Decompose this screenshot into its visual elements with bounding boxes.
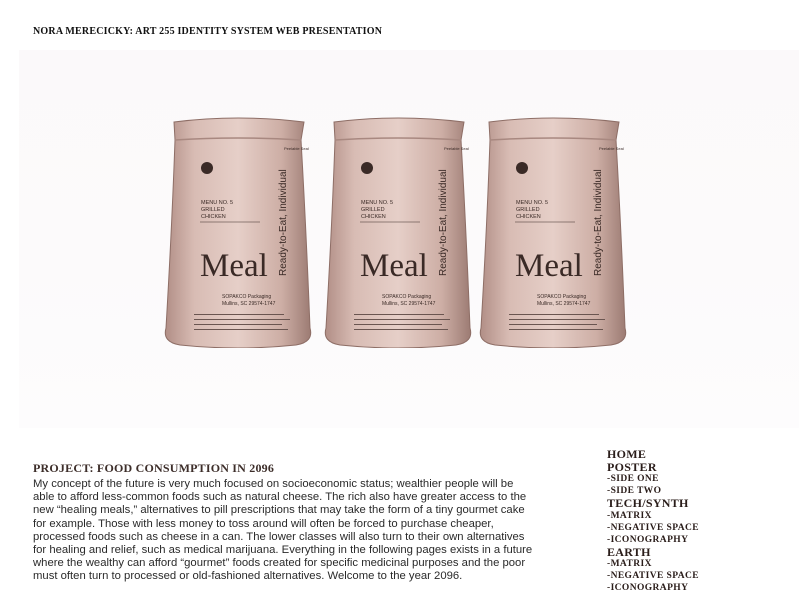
mre-pouch-illustration <box>479 116 627 348</box>
project-title: PROJECT: FOOD CONSUMPTION IN 2096 <box>33 461 275 475</box>
nav-tech-negative-space-link[interactable]: -NEGATIVE SPACE <box>607 522 699 533</box>
nav-tech-synth-link[interactable]: TECH/SYNTH <box>607 496 689 510</box>
peelable-seal-label: Peelable Seal <box>599 146 624 151</box>
maker-line: SOPAKCO Packaging <box>537 294 587 300</box>
maker-line: SOPAKCO Packaging <box>382 294 432 300</box>
site-nav <box>607 448 757 594</box>
menu-line: MENU NO. 5 <box>516 200 549 206</box>
nav-home-link[interactable]: HOME <box>607 447 647 461</box>
nav-tech-iconography-link[interactable]: -ICONOGRAPHY <box>607 534 689 545</box>
menu-line: MENU NO. 5 <box>201 200 234 206</box>
nav-poster-side-one-link[interactable]: -SIDE ONE <box>607 474 659 484</box>
nav-earth-iconography-link[interactable]: -ICONOGRAPHY <box>607 583 689 593</box>
mre-pouch-1 <box>164 116 312 348</box>
nav-earth-matrix-link[interactable]: -MATRIX <box>607 559 652 569</box>
nav-earth-link[interactable]: EARTH <box>607 544 651 559</box>
menu-line: GRILLED <box>201 207 225 213</box>
menu-line: CHICKEN <box>516 214 541 220</box>
logo-icon <box>516 162 528 174</box>
menu-line: MENU NO. 5 <box>361 200 394 206</box>
maker-line: Mullins, SC 29574-1747 <box>222 301 276 307</box>
ready-to-eat-label: Ready-to-Eat, Individual <box>278 169 289 276</box>
hero-image <box>19 50 799 428</box>
peelable-seal-label: Peelable Seal <box>284 146 309 151</box>
meal-wordmark: Meal <box>200 248 268 284</box>
nav-poster-side-two-link[interactable]: -SIDE TWO <box>607 486 662 496</box>
ready-to-eat-label: Ready-to-Eat, Individual <box>438 169 449 276</box>
logo-icon <box>201 162 213 174</box>
project-description: My concept of the future is very much focused on socioeconomic status; wealthier people will be able to afford less-common foods such as natural cheese. The rich also have greater access to the new “healing meals,” alternatives to pill prescriptions that may take the form of a tiny gourmet cake for example. Those with less money to toss around will often be forced to purchase cheaper, processed foods such as cheese in a can. The lower classes will also turn to their own alternatives for healing and relief, such as medical marijuana. Everything in the following pages exists in a future where the wealthy can afford “gourmet” foods created for specific medicinal purposes and the poor must often turn to processed or old-fashioned alternatives. Welcome to the year 2096. <box>33 478 533 583</box>
ready-to-eat-label: Ready-to-Eat, Individual <box>593 169 604 276</box>
page-title: NORA MERECICKY: ART 255 IDENTITY SYSTEM WEB PRESENTATION <box>33 26 383 37</box>
mre-pouch-2 <box>324 116 472 348</box>
meal-wordmark: Meal <box>515 248 583 284</box>
mre-pouch-illustration <box>164 116 312 348</box>
maker-line: Mullins, SC 29574-1747 <box>537 301 591 307</box>
nav-earth-negative-space-link[interactable]: -NEGATIVE SPACE <box>607 571 699 581</box>
maker-line: Mullins, SC 29574-1747 <box>382 301 436 307</box>
nav-poster-link[interactable]: POSTER <box>607 459 657 474</box>
maker-line: SOPAKCO Packaging <box>222 294 272 300</box>
menu-line: GRILLED <box>516 207 540 213</box>
project-section <box>33 461 533 584</box>
menu-line: GRILLED <box>361 207 385 213</box>
nav-tech-matrix-link[interactable]: -MATRIX <box>607 510 652 521</box>
logo-icon <box>361 162 373 174</box>
meal-wordmark: Meal <box>360 248 428 284</box>
mre-pouch-illustration <box>324 116 472 348</box>
menu-line: CHICKEN <box>201 214 226 220</box>
peelable-seal-label: Peelable Seal <box>444 146 469 151</box>
mre-pouch-3 <box>479 116 627 348</box>
menu-line: CHICKEN <box>361 214 386 220</box>
